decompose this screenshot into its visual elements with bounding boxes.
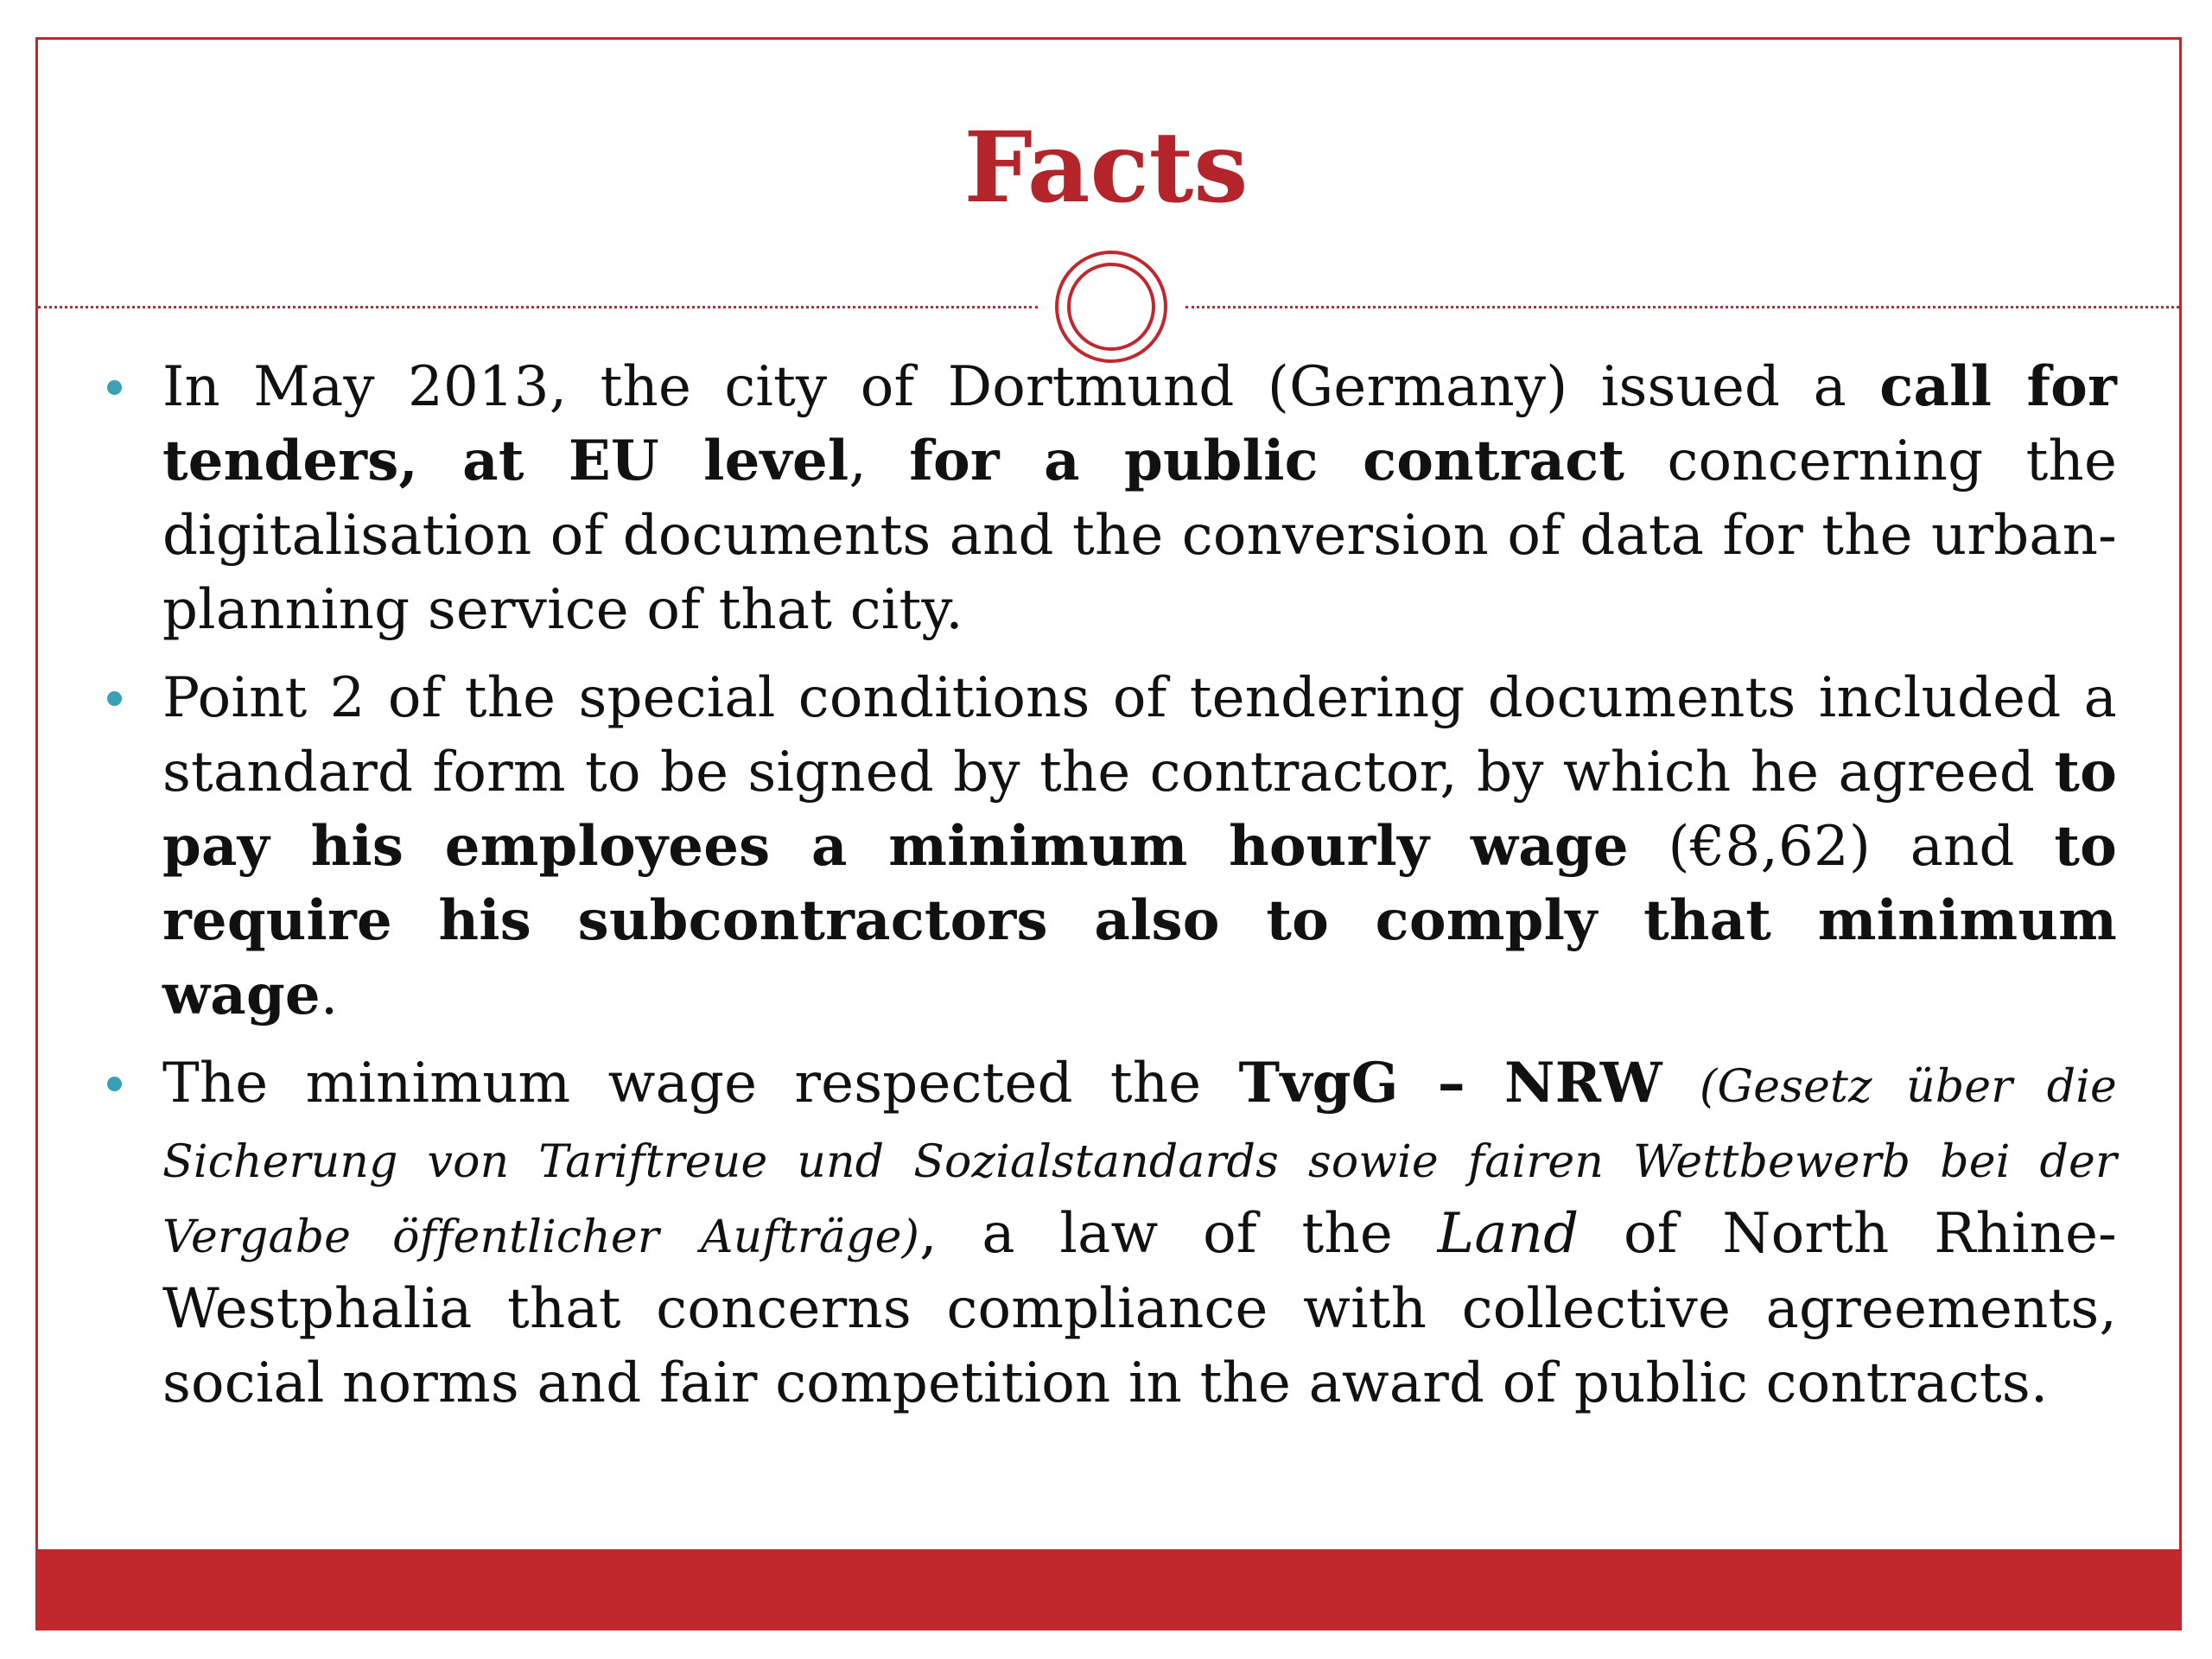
- text-run-italic-small: (Gesetz über die Sicherung von Tariftreue und Sozialstandards sowie fairen Wettbewerb bei der Vergabe öffentlicher Aufträge): [162, 1061, 2118, 1263]
- text-run-bold: call for tenders, at EU level: [162, 354, 2117, 493]
- text-run: The minimum wage respected the: [162, 1052, 1239, 1116]
- circle-ornament-icon: [1055, 251, 1167, 363]
- footer-bar: [35, 1549, 2182, 1630]
- bullet-dot-icon: [107, 380, 122, 395]
- text-run: [1662, 1052, 1700, 1116]
- bullet-dot-icon: [107, 691, 122, 706]
- text-run: (€8,62) and: [1628, 815, 2055, 879]
- text-run-bold: to pay his employees a minimum hourly wage: [162, 740, 2117, 879]
- bullet-dot-icon: [107, 1077, 122, 1091]
- text-run-bold: TvgG – NRW: [1238, 1051, 1662, 1116]
- text-run: , a law of the: [919, 1202, 1438, 1266]
- title-divider-right: [1185, 306, 2179, 308]
- text-run-bold: to require his subcontractors also to comply that minimum wage: [162, 814, 2117, 1027]
- title-divider-left: [38, 306, 1038, 308]
- slide-title: Facts: [963, 111, 1249, 225]
- text-run-bold: for a public contract: [909, 429, 1625, 493]
- text-run: Point 2 of the special conditions of tendering documents included a standard form to be signed by the contractor, by which he agreed: [162, 666, 2117, 804]
- text-run: ,: [849, 429, 910, 493]
- bullet-item: [162, 350, 2117, 647]
- bullet-item: [162, 661, 2117, 1033]
- bullet-item: [162, 1046, 2117, 1421]
- text-run: .: [320, 963, 339, 1027]
- circle-ornament-inner: [1067, 263, 1155, 351]
- text-run-italic: Land: [1437, 1202, 1580, 1266]
- bullet-list: [162, 350, 2117, 1434]
- text-run: concerning the digitalisation of documents and the conversion of data for the urban-planning service of that city.: [162, 429, 2118, 642]
- text-run: of North Rhine-Westphalia that concerns compliance with collective agreements, social norms and fair competition in the award of public contracts.: [162, 1202, 2118, 1415]
- text-run: In May 2013, the city of Dortmund (Germany) issued a: [162, 355, 1880, 419]
